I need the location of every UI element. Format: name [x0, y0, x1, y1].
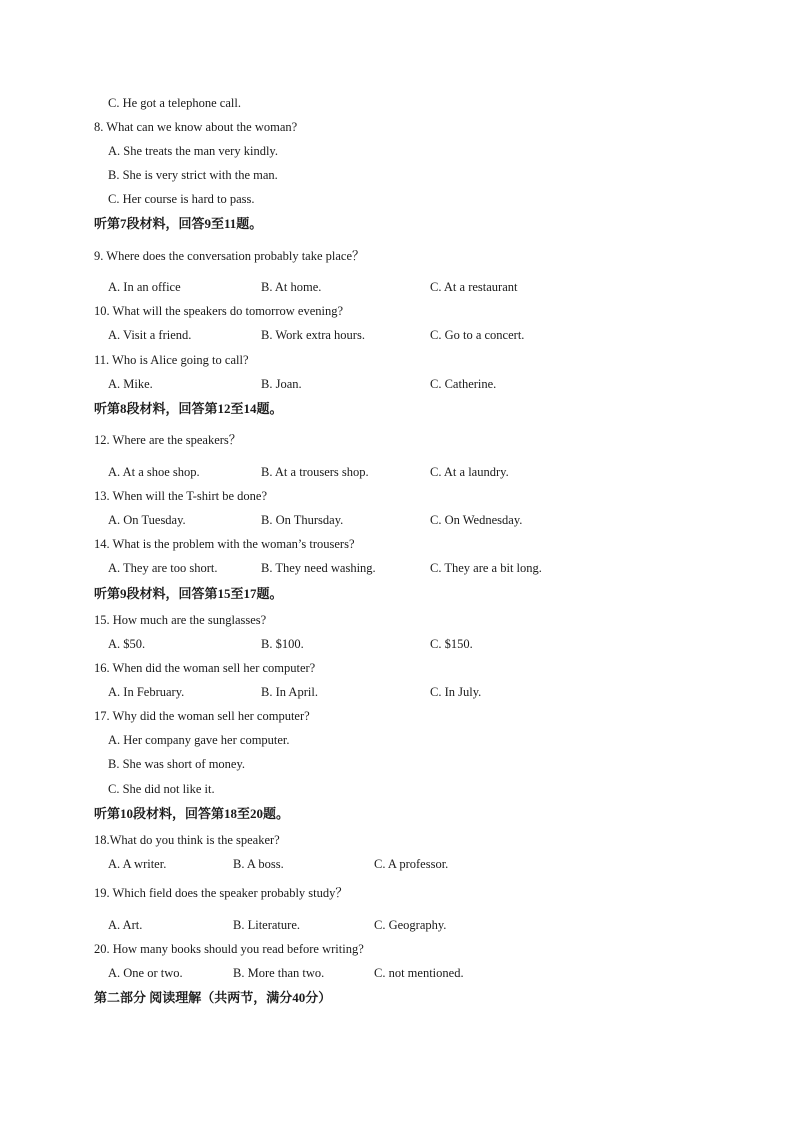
question-17-option-c: C. She did not like it.	[108, 782, 215, 796]
question-14-option-a: A. They are too short.	[108, 561, 218, 575]
question-10-option-a: A. Visit a friend.	[108, 328, 192, 342]
question-15-option-c: C. $150.	[430, 637, 473, 651]
question-17-option-b: B. She was short of money.	[108, 757, 246, 771]
question-12-options	[108, 464, 708, 480]
question-12-option-c: C. At a laundry.	[430, 465, 509, 479]
question-14-option-b: B. They need washing.	[261, 561, 376, 575]
question-11-option-b: B. Joan.	[261, 377, 302, 391]
question-20: 20. How many books should you read before writing?	[94, 942, 364, 956]
question-19-options	[108, 917, 708, 933]
question-8: 8. What can we know about the woman?	[94, 120, 298, 134]
question-15: 15. How much are the sunglasses?	[94, 613, 267, 627]
question-19-option-c: C. Geography.	[374, 918, 447, 932]
question-12: 12. Where are the speakers？	[94, 433, 242, 447]
question-10: 10. What will the speakers do tomorrow evening?	[94, 304, 344, 318]
question-10-option-b: B. Work extra hours.	[261, 328, 365, 342]
question-20-option-a: A. One or two.	[108, 966, 183, 980]
question-15-option-a: A. $50.	[108, 637, 146, 651]
question-10-options	[108, 327, 708, 343]
question-17-option-a: A. Her company gave her computer.	[108, 733, 290, 747]
question-11-option-a: A. Mike.	[108, 377, 153, 391]
question-9-option-a: A. In an office	[108, 280, 181, 294]
question-11-options	[108, 376, 708, 392]
question-16-options	[108, 684, 708, 700]
question-11: 11. Who is Alice going to call?	[94, 353, 249, 367]
section-heading-7: 听第7段材料，回答9至11题。	[94, 216, 263, 231]
question-11-option-c: C. Catherine.	[430, 377, 497, 391]
question-13-options	[108, 512, 708, 528]
section-heading-9: 听第9段材料，回答第15至17题。	[94, 586, 283, 601]
question-9-option-c: C. At a restaurant	[430, 280, 518, 294]
question-12-option-b: B. At a trousers shop.	[261, 465, 369, 479]
question-18-options	[108, 856, 708, 872]
question-13-option-b: B. On Thursday.	[261, 513, 344, 527]
question-8-option-c: C. Her course is hard to pass.	[108, 192, 255, 206]
section-heading-10: 听第10段材料，回答第18至20题。	[94, 806, 290, 821]
question-15-option-b: B. $100.	[261, 637, 304, 651]
question-20-option-c: C. not mentioned.	[374, 966, 464, 980]
question-16-option-a: A. In February.	[108, 685, 185, 699]
question-9-option-b: B. At home.	[261, 280, 322, 294]
question-16: 16. When did the woman sell her computer?	[94, 661, 316, 675]
question-18-option-a: A. A writer.	[108, 857, 167, 871]
question-9: 9. Where does the conversation probably take place？	[94, 249, 365, 263]
question-17: 17. Why did the woman sell her computer?	[94, 709, 310, 723]
question-9-options	[108, 279, 708, 295]
question-18-option-c: C. A professor.	[374, 857, 449, 871]
question-14-option-c: C. They are a bit long.	[430, 561, 542, 575]
question-12-option-a: A. At a shoe shop.	[108, 465, 200, 479]
question-16-option-b: B. In April.	[261, 685, 318, 699]
question-13-option-a: A. On Tuesday.	[108, 513, 186, 527]
part-2-heading: 第二部分 阅读理解（共两节，满分40分）	[94, 990, 332, 1005]
question-19: 19. Which field does the speaker probably study？	[94, 886, 348, 900]
question-13: 13. When will the T-shirt be done?	[94, 489, 268, 503]
question-18: 18.What do you think is the speaker?	[94, 833, 280, 847]
question-14: 14. What is the problem with the woman’s trousers?	[94, 537, 355, 551]
question-8-option-a: A. She treats the man very kindly.	[108, 144, 278, 158]
section-heading-8: 听第8段材料，回答第12至14题。	[94, 401, 283, 416]
question-8-option-b: B. She is very strict with the man.	[108, 168, 278, 182]
question-20-option-b: B. More than two.	[233, 966, 325, 980]
question-13-option-c: C. On Wednesday.	[430, 513, 523, 527]
question-14-options	[108, 560, 708, 576]
question-15-options	[108, 636, 708, 652]
question-19-option-b: B. Literature.	[233, 918, 300, 932]
question-7-option-c: C. He got a telephone call.	[108, 96, 241, 110]
question-20-options	[108, 965, 708, 981]
question-19-option-a: A. Art.	[108, 918, 143, 932]
question-16-option-c: C. In July.	[430, 685, 482, 699]
question-10-option-c: C. Go to a concert.	[430, 328, 525, 342]
question-18-option-b: B. A boss.	[233, 857, 284, 871]
